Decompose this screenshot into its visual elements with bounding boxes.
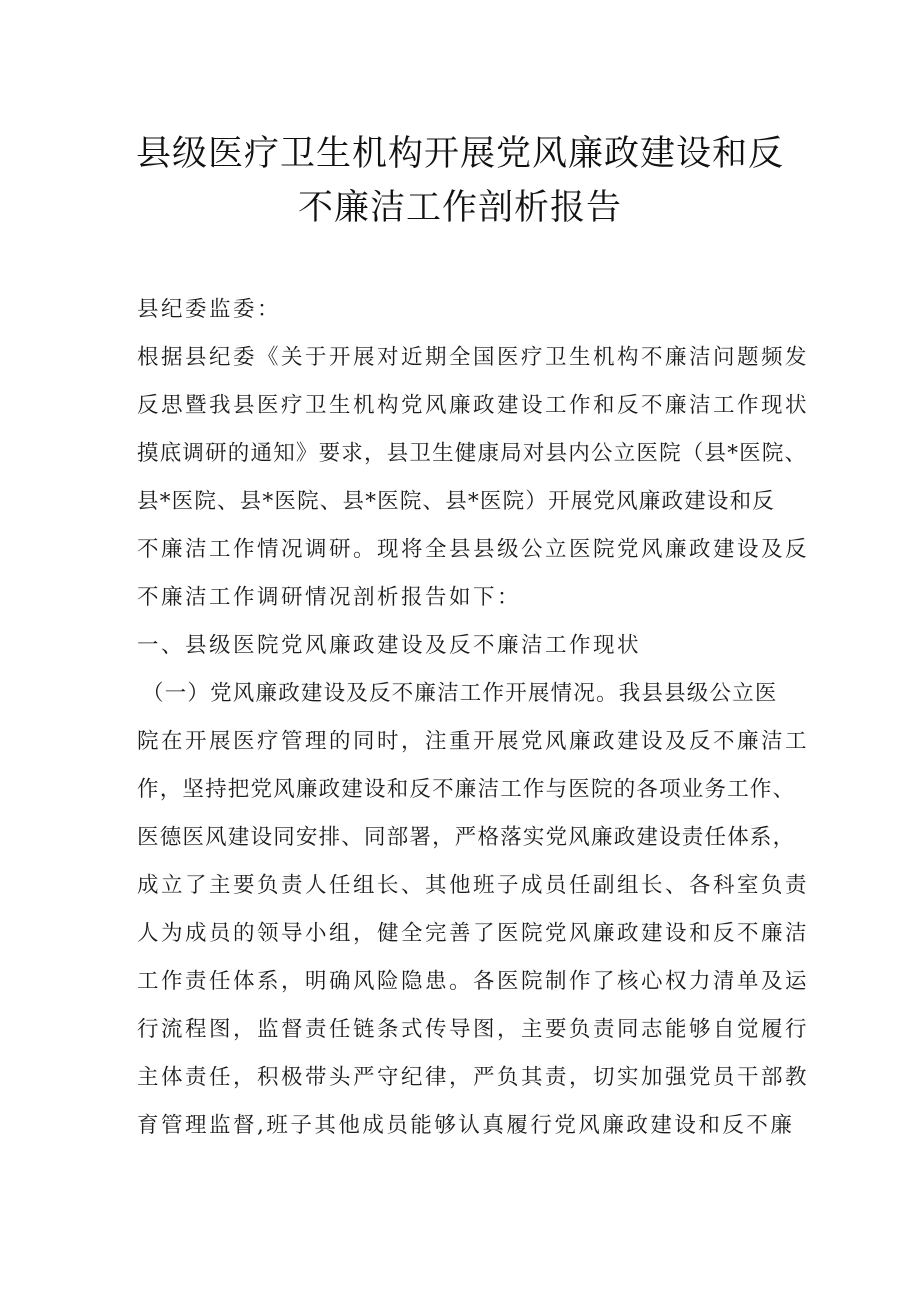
section-heading-1: 一、县级医院党风廉政建设及反不廉洁工作现状: [137, 633, 642, 658]
body-line: 摸底调研的通知》要求，县卫生健康局对县内公立医院（县*医院、: [137, 441, 808, 466]
body-line: 作，坚持把党风廉政建设和反不廉洁工作与医院的各项业务工作、: [137, 777, 796, 802]
body-line: 反思暨我县医疗卫生机构党风廉政建设工作和反不廉洁工作现状: [137, 393, 810, 418]
body-line: 不廉洁工作情况调研。现将全县县级公立医院党风廉政建设及反: [137, 537, 810, 562]
body-line: 医德医风建设同安排、同部署，严格落实党风廉政建设责任体系，: [137, 825, 796, 850]
document-title-line-1: 县级医疗卫生机构开展党风廉政建设和反: [135, 134, 784, 174]
body-line: 县*医院、县*医院、县*医院、县*医院）开展党风廉政建设和反: [137, 489, 776, 514]
body-line: 根据县纪委《关于开展对近期全国医疗卫生机构不廉洁问题频发: [137, 345, 810, 370]
subsection-heading-1: （一）党风廉政建设及反不廉洁工作开展情况。我县县级公立医: [142, 681, 778, 706]
body-line: 育管理监督,班子其他成员能够认真履行党风廉政建设和反不廉: [137, 1113, 795, 1138]
body-line: 人为成员的领导小组，健全完善了医院党风廉政建设和反不廉洁: [137, 921, 810, 946]
body-line: 主体责任，积极带头严守纪律，严负其责，切实加强党员干部教: [137, 1065, 810, 1090]
body-line: 成立了主要负责人任组长、其他班子成员任副组长、各科室负责: [137, 873, 810, 898]
body-line: 工作责任体系，明确风险隐患。各医院制作了核心权力清单及运: [137, 969, 810, 994]
body-line: 行流程图，监督责任链条式传导图，主要负责同志能够自觉履行: [137, 1017, 810, 1042]
body-line: 院在开展医疗管理的同时，注重开展党风廉政建设及反不廉洁工: [137, 729, 810, 754]
salutation: 县纪委监委：: [137, 297, 282, 322]
body-line: 不廉洁工作调研情况剖析报告如下：: [137, 585, 522, 610]
document-title-line-2: 不廉洁工作剖析报告: [297, 188, 622, 228]
